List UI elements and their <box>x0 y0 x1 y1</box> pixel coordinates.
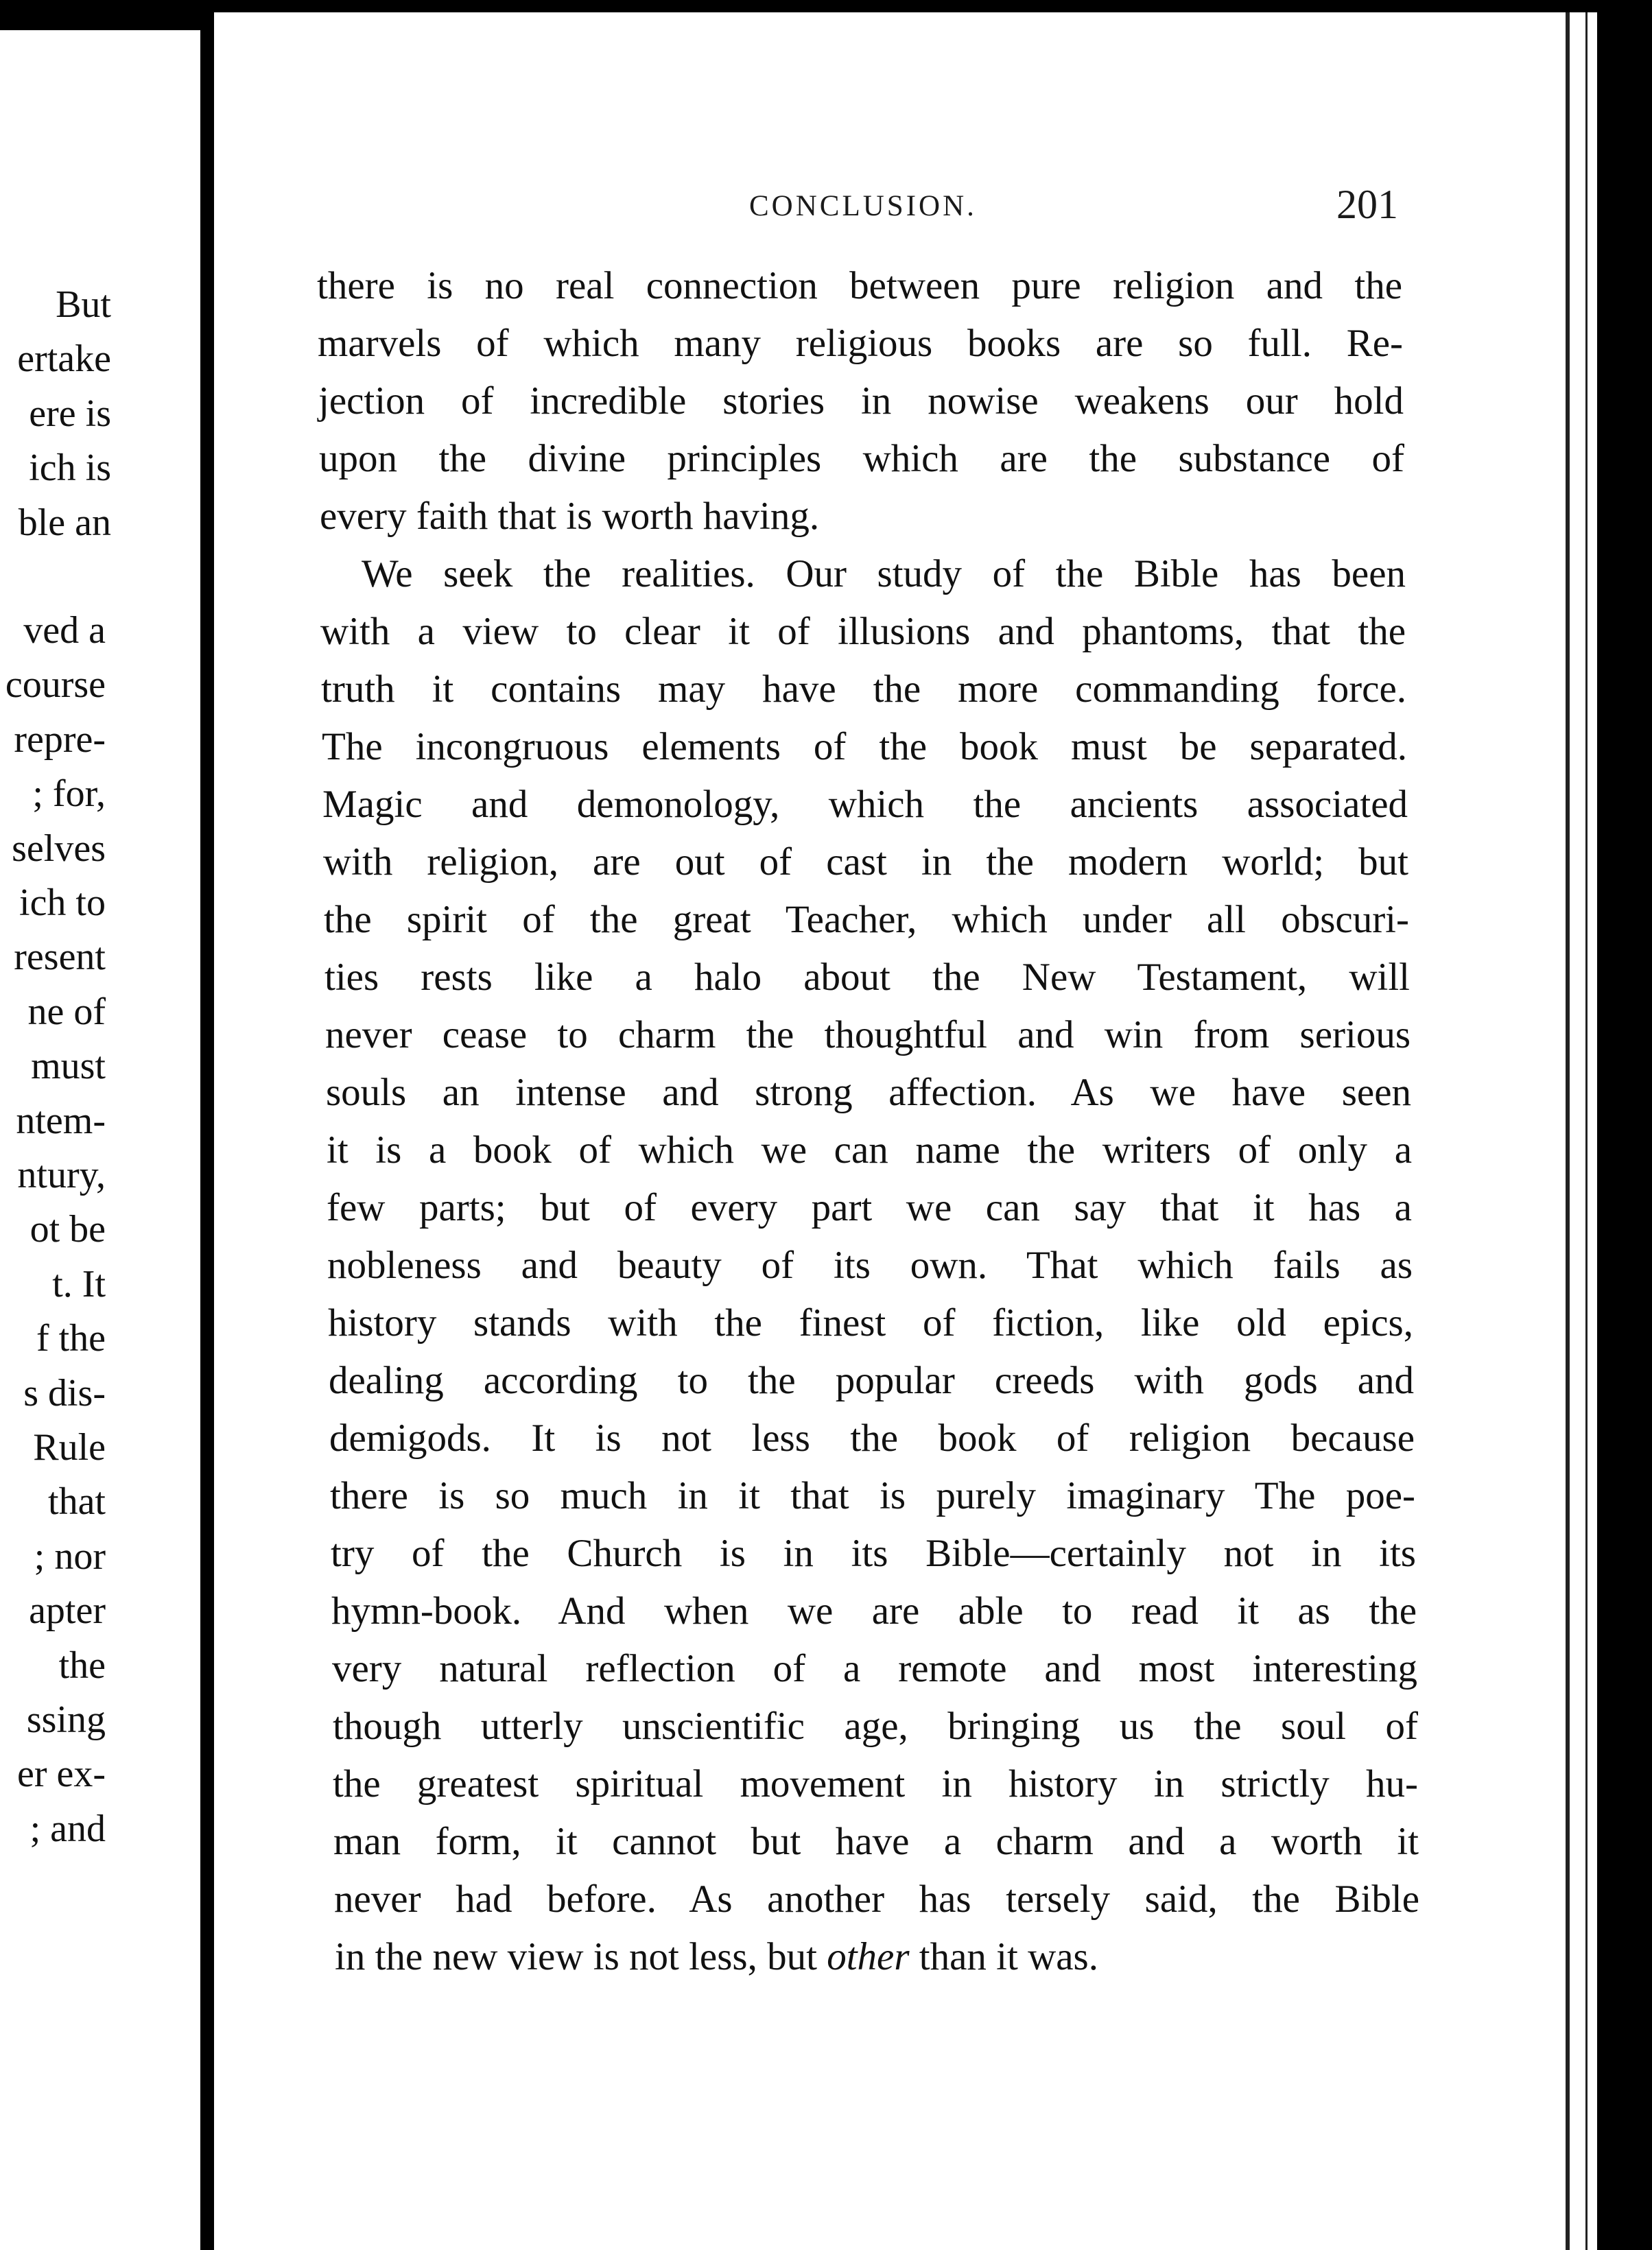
left-page-line: selves <box>12 827 106 870</box>
text-line: there is so much in it that is purely imaginary The poe- <box>330 1474 1415 1517</box>
left-page-line: ved a <box>23 609 106 652</box>
last-line-text: in the new view is not less, but <box>335 1935 827 1978</box>
text-line: though utterly unscientific age, bringing us the soul of <box>333 1705 1418 1748</box>
left-page-line: ich to <box>19 881 106 924</box>
text-line: the spirit of the great Teacher, which under all obscuri- <box>324 898 1409 941</box>
left-page-line: apter <box>29 1589 106 1633</box>
text-line-last <box>335 1937 1420 1976</box>
left-page-line: ere is <box>29 392 111 435</box>
text-line: few parts; but of every part we can say that it has a <box>327 1186 1412 1229</box>
left-page-line: ich is <box>29 447 111 490</box>
left-page-line: ot be <box>30 1208 106 1251</box>
text-line: man form, it cannot but have a charm and a worth it <box>333 1820 1419 1863</box>
left-page-line: s dis- <box>23 1371 106 1414</box>
text-line: Magic and demonology, which the ancients associated <box>322 783 1408 826</box>
text-line: very natural reflection of a remote and most interesting <box>332 1647 1417 1690</box>
text-line: never had before. As another has tersely said, the Bible <box>334 1878 1419 1921</box>
left-page-line: ssing <box>26 1698 106 1741</box>
left-page-line: f the <box>36 1317 106 1360</box>
text-line: souls an intense and strong affection. As we have seen <box>326 1071 1411 1114</box>
left-page-line: ble an <box>18 501 111 544</box>
page-edge <box>1566 12 1570 2250</box>
left-page-line: er ex- <box>16 1753 106 1796</box>
running-head: CONCLUSION. <box>749 190 977 222</box>
text-line: history stands with the finest of fiction, like old epics, <box>328 1301 1413 1345</box>
book-page <box>214 12 1597 2250</box>
text-line: ties rests like a halo about the New Testament, will <box>324 956 1410 999</box>
left-page-line: ; nor <box>34 1535 106 1578</box>
left-page-line: ; for, <box>32 772 106 816</box>
text-line: The incongruous elements of the book must be separated. <box>322 725 1407 768</box>
text-line: dealing according to the popular creeds with gods and <box>329 1359 1414 1402</box>
left-page-line: ertake <box>17 338 111 381</box>
left-page-line: that <box>48 1480 106 1524</box>
text-line: there is no real connection between pure religion and the <box>317 264 1402 307</box>
text-line: truth it contains may have the more commanding force. <box>321 667 1406 711</box>
emphasized-word: other <box>827 1935 910 1978</box>
page-edge <box>1585 12 1588 2250</box>
text-line: every faith that is worth having. <box>320 495 820 538</box>
text-line: marvels of which many religious books are so full. Re- <box>318 322 1403 365</box>
text-line: jection of incredible stories in nowise weakens our hold <box>318 379 1404 423</box>
left-page-line: ne of <box>27 990 106 1033</box>
last-line-end: than it was. <box>909 1935 1098 1978</box>
text-line: nobleness and beauty of its own. That which fails as <box>327 1244 1413 1287</box>
text-line: upon the divine principles which are the substance of <box>319 437 1404 480</box>
page-number: 201 <box>1336 182 1398 227</box>
left-page-line: must <box>31 1045 106 1088</box>
text-line: We seek the realities. Our study of the Bible has been <box>362 552 1406 595</box>
left-page-line: course <box>5 663 106 707</box>
left-page-line: repre- <box>14 718 106 761</box>
left-page-line: resent <box>14 936 106 979</box>
previous-page-fragment <box>0 30 200 2250</box>
left-page-line: But <box>56 283 111 326</box>
text-line: with a view to clear it of illusions and phantoms, that the <box>320 610 1406 653</box>
text-line: try of the Church is in its Bible—certainly not in its <box>331 1532 1416 1575</box>
text-line: the greatest spiritual movement in history in strictly hu- <box>333 1762 1418 1805</box>
text-line: it is a book of which we can name the writers of only a <box>327 1128 1412 1172</box>
text-line: never cease to charm the thoughtful and win from serious <box>325 1013 1411 1056</box>
left-page-line: ; and <box>30 1807 106 1850</box>
left-page-line: Rule <box>33 1426 106 1469</box>
left-page-line: the <box>58 1644 106 1687</box>
book-gutter <box>200 0 214 2250</box>
left-page-line: t. It <box>52 1262 106 1305</box>
text-line: demigods. It is not less the book of religion because <box>329 1417 1415 1460</box>
left-page-line: ntury, <box>17 1154 106 1196</box>
text-line: with religion, are out of cast in the modern world; but <box>323 840 1408 884</box>
text-line: hymn-book. And when we are able to read it as the <box>331 1589 1417 1633</box>
left-page-line: ntem- <box>16 1099 106 1142</box>
